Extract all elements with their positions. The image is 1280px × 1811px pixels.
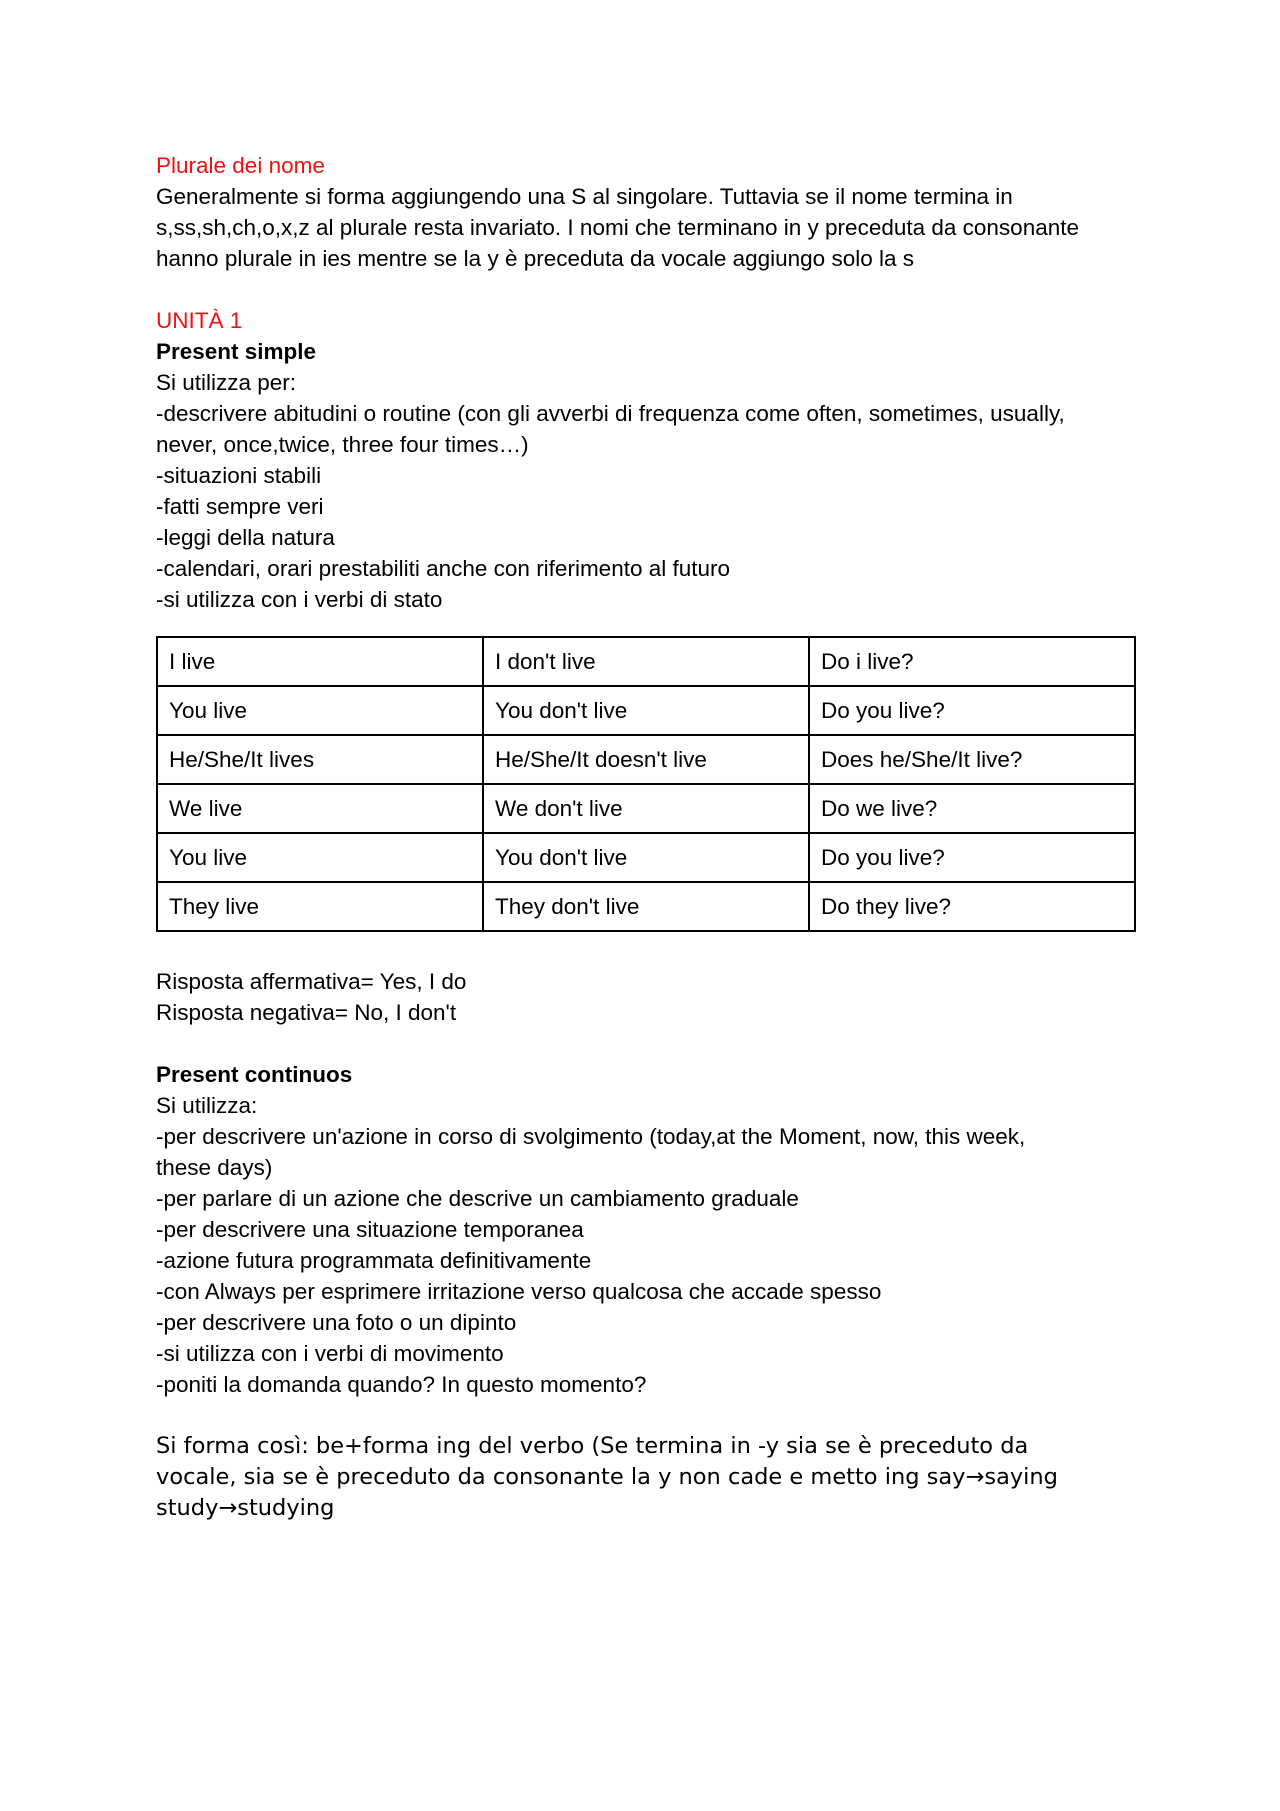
present-continuous-line-8: -si utilizza con i verbi di movimento (156, 1341, 504, 1366)
table-cell: You live (157, 833, 483, 882)
formation-line-2: vocale, sia se è preceduto da consonante la y non cade e metto ing say→saying (156, 1464, 1058, 1490)
table-cell: You live (157, 686, 483, 735)
table-cell: Do you live? (809, 833, 1135, 882)
present-continuous-line-6: -con Always per esprimere irritazione verso qualcosa che accade spesso (156, 1279, 882, 1304)
present-simple-line-3: -situazioni stabili (156, 463, 322, 488)
table-cell: You don't live (483, 833, 809, 882)
present-continuous-line-4: -per descrivere una situazione temporanea (156, 1217, 584, 1242)
formation-line-1: Si forma così: be+forma ing del verbo (Se termina in -y sia se è preceduto da (156, 1433, 1029, 1459)
spacer (156, 1400, 1136, 1431)
unit-heading: UNITÀ 1 (156, 308, 243, 333)
present-continuous-intro: Si utilizza: (156, 1093, 258, 1118)
plural-heading: Plurale dei nome (156, 153, 325, 178)
table-cell: He/She/It lives (157, 735, 483, 784)
present-simple-line-4: -fatti sempre veri (156, 494, 324, 519)
table-row (157, 833, 1135, 882)
table-cell: I live (157, 637, 483, 686)
table-cell: Do you live? (809, 686, 1135, 735)
present-continuous-line-3: -per parlare di un azione che descrive un cambiamento graduale (156, 1186, 799, 1211)
plural-text-line-2: s,ss,sh,ch,o,x,z al plurale resta invariato. I nomi che terminano in y preceduta da consonante (156, 215, 1079, 240)
table-cell: They don't live (483, 882, 809, 931)
table-row (157, 637, 1135, 686)
table-cell: We don't live (483, 784, 809, 833)
table-cell: Do we live? (809, 784, 1135, 833)
table-cell: You don't live (483, 686, 809, 735)
present-simple-line-2: never, once,twice, three four times…) (156, 432, 529, 457)
document-page (156, 150, 1136, 1524)
table-cell: Do they live? (809, 882, 1135, 931)
table-row (157, 784, 1135, 833)
table-cell: Do i live? (809, 637, 1135, 686)
table-cell: He/She/It doesn't live (483, 735, 809, 784)
affirmative-answer: Risposta affermativa= Yes, I do (156, 969, 467, 994)
conjugation-table-wrapper (156, 636, 1136, 932)
present-simple-line-6: -calendari, orari prestabiliti anche con riferimento al futuro (156, 556, 731, 581)
plural-text-line-3: hanno plurale in ies mentre se la y è preceduta da vocale aggiungo solo la s (156, 246, 914, 271)
table-cell: They live (157, 882, 483, 931)
negative-answer: Risposta negativa= No, I don't (156, 1000, 457, 1025)
table-cell: Does he/She/It live? (809, 735, 1135, 784)
formation-line-3: study→studying (156, 1495, 335, 1521)
spacer (156, 274, 1136, 305)
present-continuous-line-1: -per descrivere un'azione in corso di svolgimento (today,at the Moment, now, this week, (156, 1124, 1026, 1149)
plural-text-line-1: Generalmente si forma aggiungendo una S al singolare. Tuttavia se il nome termina in (156, 184, 1013, 209)
present-continuous-line-2: these days) (156, 1155, 273, 1180)
present-simple-line-1: -descrivere abitudini o routine (con gli avverbi di frequenza come often, sometimes, usually, (156, 401, 1065, 426)
table-row (157, 686, 1135, 735)
present-continuous-title: Present continuos (156, 1062, 353, 1087)
present-simple-line-7: -si utilizza con i verbi di stato (156, 587, 443, 612)
spacer (156, 1028, 1136, 1059)
conjugation-table (156, 636, 1136, 932)
present-continuous-line-5: -azione futura programmata definitivamente (156, 1248, 592, 1273)
table-row (157, 735, 1135, 784)
table-cell: I don't live (483, 637, 809, 686)
present-simple-intro: Si utilizza per: (156, 370, 297, 395)
present-continuous-line-9: -poniti la domanda quando? In questo momento? (156, 1372, 647, 1397)
present-simple-line-5: -leggi della natura (156, 525, 335, 550)
present-continuous-line-7: -per descrivere una foto o un dipinto (156, 1310, 517, 1335)
present-simple-title: Present simple (156, 339, 317, 364)
table-row (157, 882, 1135, 931)
table-cell: We live (157, 784, 483, 833)
